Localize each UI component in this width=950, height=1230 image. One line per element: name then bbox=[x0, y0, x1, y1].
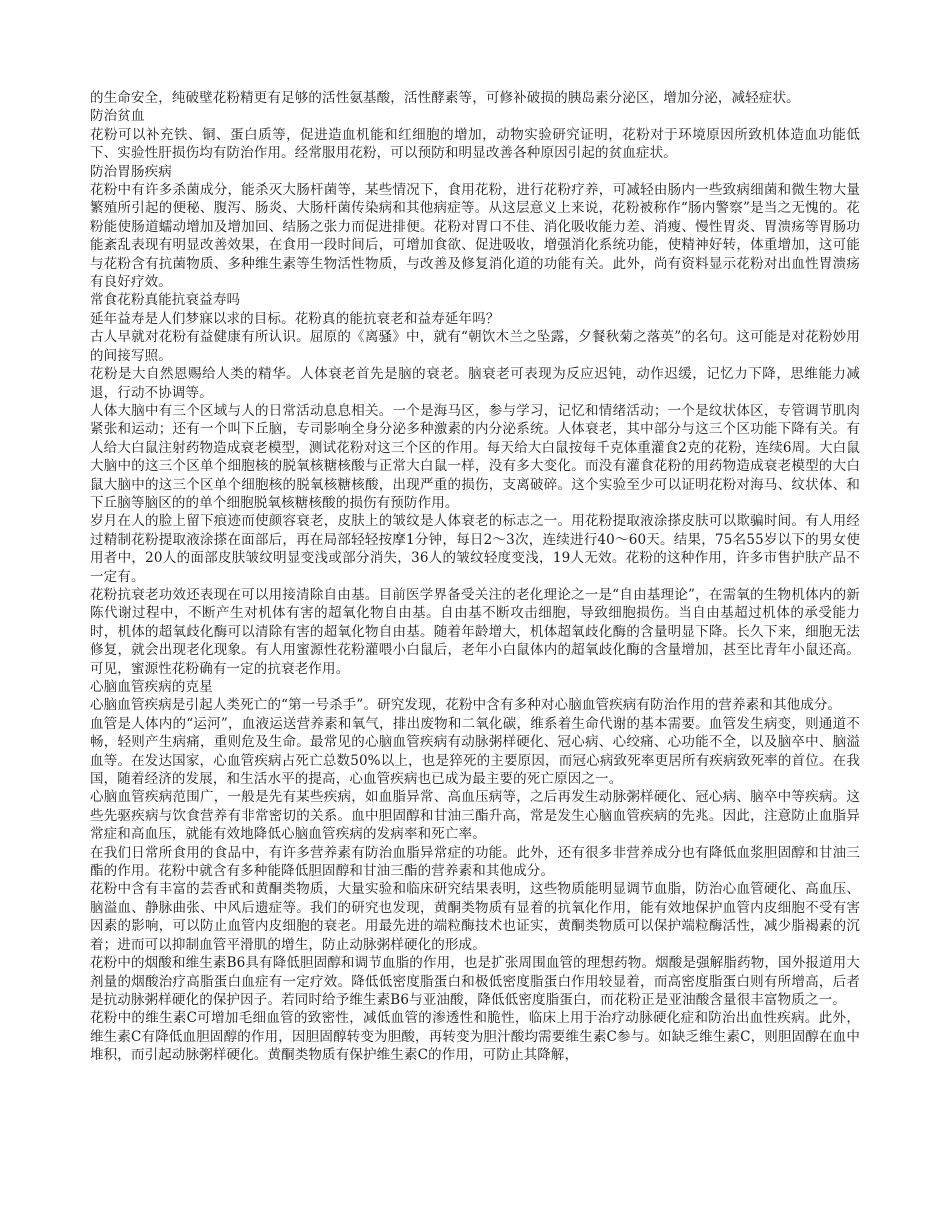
paragraph: 花粉抗衰老功效还表现在可以用接清除自由基。目前医学界备受关注的老化理论之一是“自由基理论”，在需氧的生物机体内的新陈代谢过程中，不断产生对机体有害的超氧化物自由基。自由基不断攻击细胞，导致细胞损伤。当自由基超过机体的承受能力时，机体的超氧歧化酶可以清除有害的超氧化物自由基。随着年龄增大，机体超氧歧化酶的含量明显下降。长久下来，细胞无法修复，就会出现老化现象。有人用蜜源性花粉灌喂小白鼠后，老年小白鼠体内的超氧歧化酶的含量增加，甚至比青年小鼠还高。可见，蜜源性花粉确有一定的抗衰老作用。 bbox=[90, 586, 860, 677]
paragraph: 心脑血管疾病范围广，一般是先有某些疾病，如血脂异常、高血压病等，之后再发生动脉粥样硬化、冠心病、脑卒中等疾病。这些先驱疾病与饮食营养有非常密切的关系。血中胆固醇和甘油三酯升高，常是发生心脑血管疾病的先兆。因此，注意防止血脂异常症和高血压，就能有效地降低心脑血管疾病的发病率和死亡率。 bbox=[90, 789, 860, 843]
paragraph: 延年益寿是人们梦寐以求的目标。花粉真的能抗衰老和益寿延年吗？ bbox=[90, 310, 500, 327]
paragraph: 花粉中的烟酸和维生素B6具有降低胆固醇和调节血脂的作用，也是扩张周围血管的理想药物。烟酸是强解脂药物，国外报道用大剂量的烟酸治疗高脂蛋白血症有一定疗效。降低低密度脂蛋白和极低密度脂蛋白作用较显着，而高密度脂蛋白则有所增高，后者是抗动脉粥样硬化的保护因子。若同时给予维生素B6与亚油酸，降低低密度脂蛋白，而花粉正是亚油酸含量很丰富物质之一。 bbox=[90, 955, 860, 1008]
section-heading: 常食花粉真能抗衰益寿吗 bbox=[90, 292, 241, 309]
paragraph: 的生命安全，纯破壁花粉精更有足够的活性氨基酸，活性酵素等，可修补破损的胰岛素分泌区，增加分泌，减轻症状。 bbox=[90, 90, 800, 106]
paragraph: 人体大脑中有三个区域与人的日常活动息息相关。一个是海马区，参与学习，记忆和情绪活动；一个是纹状体区，专管调节肌肉紧张和运动；还有一个叫下丘脑，专司影响全身分泌多种激素的内分泌系统。人体衰老，其中部分与这三个区功能下降有关。有人给大白鼠注射药物造成衰老模型，测试花粉对这三个区的作用。每天给大白鼠按每千克体重灌食2克的花粉，连续6周。大白鼠大脑中的这三个区单个细胞核的脱氧核糖核酸与正常大白鼠一样，没有多大变化。而没有灌食花粉的用药物造成衰老模型的大白鼠大脑中的这三个区单个细胞核的脱氧核糖核酸，出现严重的损伤，支离破碎。这个实验至少可以证明花粉对海马、纹状体、和下丘脑等脑区的的单个细胞脱氧核糖核酸的损伤有预防作用。 bbox=[90, 402, 860, 511]
paragraph: 花粉中含有丰富的芸香甙和黄酮类物质，大量实验和临床研究结果表明，这些物质能明显调节血脂，防治心血管硬化、高血压、脑溢血、静脉曲张、中风后遗症等。我们的研究也发现，黄酮类物质有显着的抗氧化作用，能有效地保护血管内皮细胞不受有害因素的影响，可以防止血管内皮细胞的衰老。用最先进的端粒酶技术也证实，黄酮类物质可以保护端粒酶活性，减少脂褐素的沉着；进而可以抑制血管平滑肌的增生，防止动脉粥样硬化的形成。 bbox=[90, 881, 860, 953]
paragraph: 花粉是大自然恩赐给人类的精华。人体衰老首先是脑的衰老。脑衰老可表现为反应迟钝，动作迟缓，记忆力下降，思维能力减退，行动不协调等。 bbox=[90, 366, 860, 401]
document-body bbox=[90, 89, 860, 1065]
section-heading: 防治贫血 bbox=[90, 108, 145, 125]
paragraph: 花粉中有许多杀菌成分，能杀灭大肠杆菌等，某些情况下，食用花粉，进行花粉疗养，可减轻由肠内一些致病细菌和微生物大量繁殖所引起的便秘、腹泻、肠炎、大肠杆菌传染病和其他病症等。从这层意义上来说，花粉被称作“肠内警察”是当之无愧的。花粉能使肠道蠕动增加及增加回、结肠之张力而促进排便。花粉对胃口不佳、消化吸收能力差、消瘦、慢性胃炎、胃溃疡等胃肠功能紊乱表现有明显改善效果，在食用一段时间后，可增加食欲、促进吸收，增强消化系统功能，使精神好转，体重增加，这可能与花粉含有抗菌物质、多种维生素等生物活性物质，与改善及修复消化道的功能有关。此外，尚有资料显示花粉对出血性胃溃疡有良好疗效。 bbox=[90, 182, 860, 291]
paragraph: 古人早就对花粉有益健康有所认识。屈原的《离骚》中，就有“朝饮木兰之坠露，夕餐秋菊之落英”的名句。这可能是对花粉妙用的间接写照。 bbox=[90, 329, 860, 364]
paragraph: 血管是人体内的“运河”，血液运送营养素和氧气，排出废物和二氧化碳，维系着生命代谢的基本需要。血管发生病变，则通道不畅，轻则产生病痛，重则危及生命。最常见的心脑血管疾病有动脉粥样硬化、冠心病、心绞痛、心功能不全，以及脑卒中、脑溢血等。在发达国家，心血管疾病占死亡总数50%以上，也是猝死的主要原因，而冠心病致死率更居所有疾病致死率的首位。在我国，随着经济的发展，和生活水平的提高，心血管疾病也已成为最主要的死亡原因之一。 bbox=[90, 715, 860, 788]
paragraph: 花粉中的维生素C可增加毛细血管的致密性，减低血管的渗透性和脆性，临床上用于治疗动脉硬化症和防治出血性疾病。此外，维生素C有降低血胆固醇的作用，因胆固醇转变为胆酸，再转变为胆汁酸均需要维生素C参与。如缺乏维生素C，则胆固醇在血中堆积，而引起动脉粥样硬化。黄酮类物质有保护维生素C的作用，可防止其降解， bbox=[90, 1010, 860, 1064]
section-heading: 防治胃肠疾病 bbox=[90, 163, 172, 180]
paragraph: 岁月在人的脸上留下痕迹而使颜容衰老，皮肤上的皱纹是人体衰老的标志之一。用花粉提取液涂搽皮肤可以欺骗时间。有人用经过精制花粉提取液涂搽在面部后，再在局部轻轻按摩1分钟，每日2～3次，连续进行40～60天。结果，75名55岁以下的男女使用者中，20人的面部皮肤皱纹明显变浅或部分消失，36人的皱纹轻度变浅，19人无效。花粉的这种作用，许多市售护肤产品不一定有。 bbox=[90, 513, 860, 585]
paragraph: 花粉可以补充铁、铜、蛋白质等，促进造血机能和红细胞的增加，动物实验研究证明，花粉对于环境原因所致机体造血功能低下、实验性肝损伤均有防治作用。经常服用花粉，可以预防和明显改善各种原因引起的贫血症状。 bbox=[90, 126, 860, 162]
paragraph: 心脑血管疾病是引起人类死亡的“第一号杀手”。研究发现，花粉中含有多种对心脑血管疾病有防治作用的营养素和其他成分。 bbox=[90, 697, 842, 714]
paragraph: 在我们日常所食用的食品中，有许多营养素有防治血脂异常症的功能。此外，还有很多非营养成分也有降低血浆胆固醇和甘油三酯的作用。花粉中就含有多种能降低胆固醇和甘油三酯的营养素和其他成分。 bbox=[90, 844, 860, 880]
section-heading: 心脑血管疾病的克星 bbox=[90, 679, 213, 695]
